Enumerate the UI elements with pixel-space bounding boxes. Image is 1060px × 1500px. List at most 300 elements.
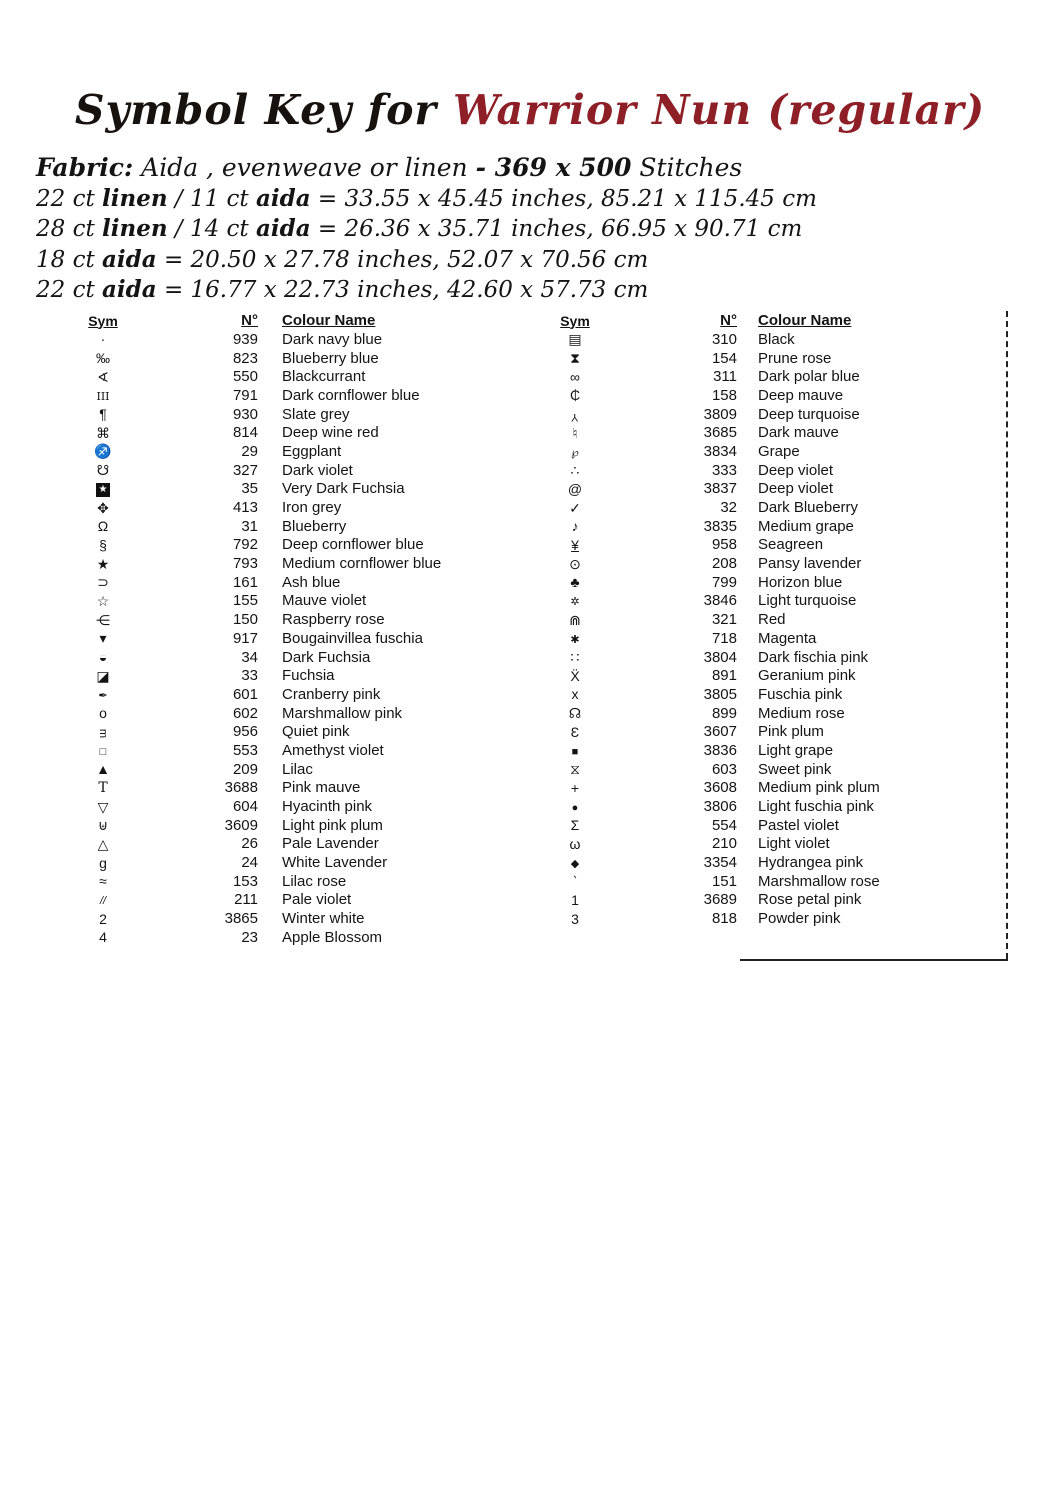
fabric-text: aida	[255, 184, 311, 212]
fabric-text: linen	[102, 215, 168, 243]
fabric-text: - 369 x 500	[475, 153, 632, 182]
table-row	[58, 685, 482, 704]
thread-number-cell: 550	[232, 368, 258, 386]
table-row	[58, 461, 482, 480]
table-row	[530, 461, 1008, 480]
thread-number-cell: 155	[232, 592, 258, 610]
stitch-symbol: ‵	[573, 873, 577, 890]
symbol-cell	[530, 837, 620, 851]
thread-number-cell: 799	[711, 573, 737, 591]
thread-number-cell: 3689	[703, 891, 737, 909]
thread-number-cell: 3685	[703, 424, 737, 442]
symbol-cell	[58, 743, 148, 758]
colour-name-cell: Deep wine red	[282, 424, 379, 442]
stitch-symbol: ●	[571, 802, 579, 815]
symbol-cell	[58, 892, 148, 907]
table-row	[530, 816, 1008, 835]
colour-name-cell: Medium rose	[758, 704, 845, 722]
table-row	[530, 423, 1008, 442]
colour-name-cell: Sweet pink	[758, 760, 832, 778]
header-colour-name: Colour Name	[282, 312, 376, 329]
header-sym: Sym	[560, 312, 590, 329]
table-row	[530, 891, 1008, 910]
thread-number-cell: 603	[711, 760, 737, 778]
thread-number-cell: 891	[711, 667, 737, 685]
fabric-text: = 26.36 x 35.71 inches, 66.95 x 90.71 cm	[310, 216, 803, 243]
symbol-cell	[58, 874, 148, 888]
colour-name-cell: Ash blue	[282, 573, 341, 591]
stitch-symbol: Ẍ	[570, 667, 580, 684]
stitch-symbol: ⋒	[569, 611, 581, 628]
stitch-symbol: ‰	[96, 350, 110, 367]
table-row	[530, 610, 1008, 629]
thread-number-cell: 208	[711, 555, 737, 573]
thread-number-cell: 24	[241, 854, 258, 872]
colour-name-cell: Slate grey	[282, 405, 350, 423]
thread-number-cell: 814	[232, 424, 258, 442]
thread-number-cell: 602	[232, 704, 258, 722]
symbol-cell	[530, 388, 620, 402]
symbol-cell	[58, 501, 148, 515]
thread-number-cell: 327	[232, 461, 258, 479]
table-row	[530, 648, 1008, 667]
symbol-cell	[530, 426, 620, 440]
colour-name-cell: Quiet pink	[282, 723, 350, 741]
table-row	[530, 629, 1008, 648]
table-row	[58, 835, 482, 854]
stitch-symbol: g	[99, 854, 107, 871]
fabric-line	[36, 153, 817, 184]
fabric-text: aida	[102, 245, 157, 273]
table-row	[58, 629, 482, 648]
fabric-text: linen	[102, 184, 168, 212]
colour-name-cell: Deep turquoise	[758, 405, 860, 423]
page-edge-horizontal-line	[740, 959, 1008, 961]
stitch-symbol: Σ	[570, 817, 580, 834]
symbol-cell	[530, 818, 620, 832]
colour-name-cell: Dark Blueberry	[758, 499, 859, 517]
thread-number-cell: 958	[711, 536, 737, 554]
thread-number-cell: 26	[241, 835, 258, 853]
table-row	[58, 610, 482, 629]
thread-number-cell: 3834	[703, 442, 737, 460]
symbol-cell	[530, 725, 620, 739]
fabric-text: aida	[102, 276, 157, 304]
colour-name-cell: Light turquoise	[758, 592, 857, 610]
table-row	[58, 666, 482, 685]
symbol-cell	[530, 687, 620, 701]
colour-name-cell: Dark polar blue	[758, 368, 860, 386]
thread-number-cell: 413	[232, 499, 258, 517]
colour-name-cell: Powder pink	[758, 910, 841, 928]
stitch-symbol: ♮	[572, 424, 578, 441]
stitch-symbol: ✥	[97, 499, 109, 516]
stitch-symbol: o	[99, 705, 107, 722]
table-row	[530, 554, 1008, 573]
table-row	[58, 498, 482, 517]
table-row	[58, 573, 482, 592]
colour-name-cell: Pansy lavender	[758, 555, 862, 573]
symbol-cell	[58, 444, 148, 458]
stitch-symbol: ◆	[570, 858, 580, 871]
thread-number-cell: 35	[241, 480, 258, 498]
symbol-cell	[58, 370, 148, 384]
stitch-symbol: ∞	[570, 368, 580, 385]
table-row	[530, 760, 1008, 779]
fabric-text: aida	[255, 215, 311, 243]
table-header	[530, 311, 1008, 330]
table-row	[58, 330, 482, 349]
stitch-symbol: x	[571, 686, 579, 703]
stitch-symbol: ⧗	[570, 350, 580, 367]
symbol-cell	[58, 930, 148, 944]
thread-number-cell: 211	[234, 891, 258, 909]
thread-number-cell: 792	[232, 536, 258, 554]
table-row	[58, 648, 482, 667]
symbol-cell	[58, 631, 148, 645]
table-row	[530, 872, 1008, 891]
stitch-symbol: ☊	[568, 705, 582, 722]
thread-number-cell: 3805	[703, 685, 737, 703]
stitch-symbol: //	[99, 895, 107, 908]
colour-name-cell: White Lavender	[282, 854, 388, 872]
table-row	[530, 349, 1008, 368]
thread-number-cell: 604	[232, 798, 258, 816]
symbol-cell	[530, 669, 620, 683]
page-title	[0, 86, 1060, 134]
stitch-symbol: ☆	[96, 592, 110, 609]
stitch-symbol: ★	[96, 483, 110, 497]
table-row	[58, 367, 482, 386]
stitch-symbol: □	[99, 745, 107, 758]
symbol-cell	[58, 912, 148, 926]
stitch-symbol: ▽	[97, 798, 109, 815]
colour-name-cell: Geranium pink	[758, 667, 856, 685]
symbol-cell	[530, 557, 620, 571]
stitch-symbol: ♐	[94, 443, 112, 460]
thread-number-cell: 3688	[224, 779, 258, 797]
stitch-symbol: ⊙	[569, 555, 581, 572]
colour-name-cell: Dark mauve	[758, 424, 839, 442]
colour-name-cell: Black	[758, 330, 795, 348]
symbol-cell	[530, 332, 620, 346]
symbol-cell	[530, 743, 620, 758]
colour-name-cell: Winter white	[282, 910, 365, 928]
symbol-cell	[58, 669, 148, 683]
stitch-symbol: ■	[571, 745, 579, 758]
stitch-symbol: ≈	[99, 873, 107, 890]
thread-number-cell: 3354	[703, 854, 737, 872]
stitch-symbol: ω	[569, 835, 581, 852]
stitch-symbol: ₵	[569, 387, 581, 404]
symbol-cell	[530, 463, 620, 477]
stitch-symbol: 3	[571, 910, 579, 927]
colour-name-cell: Dark navy blue	[282, 330, 383, 348]
colour-name-cell: Dark violet	[282, 461, 353, 479]
table-row	[58, 386, 482, 405]
stitch-symbol: Ɛ	[570, 723, 580, 740]
colour-name-cell: Rose petal pink	[758, 891, 862, 909]
table-row	[58, 928, 482, 947]
colour-name-cell: Marshmallow rose	[758, 872, 880, 890]
table-row	[58, 760, 482, 779]
colour-name-cell: Apple Blossom	[282, 928, 383, 946]
table-row	[58, 554, 482, 573]
table-row	[530, 835, 1008, 854]
table-row	[58, 891, 482, 910]
stitch-symbol: ⊃	[97, 574, 109, 591]
thread-number-cell: 150	[232, 611, 258, 629]
fabric-text: = 16.77 x 22.73 inches, 42.60 x 57.73 cm	[156, 277, 649, 304]
symbol-cell	[58, 557, 148, 571]
stitch-symbol: ⧖	[570, 761, 580, 778]
thread-number-cell: 3804	[703, 648, 737, 666]
thread-number-cell: 3809	[703, 405, 737, 423]
symbol-cell	[530, 874, 620, 888]
thread-number-cell: 209	[232, 760, 258, 778]
table-row	[530, 722, 1008, 741]
colour-name-cell: Cranberry pink	[282, 685, 381, 703]
symbol-cell	[530, 370, 620, 384]
fabric-text: 22 ct	[36, 277, 103, 304]
stitch-symbol: ⌘	[96, 424, 110, 441]
thread-number-cell: 321	[711, 611, 737, 629]
table-row	[58, 722, 482, 741]
symbol-cell	[530, 575, 620, 589]
thread-number-cell: 553	[232, 741, 258, 759]
colour-name-cell: Light violet	[758, 835, 830, 853]
thread-number-cell: 823	[232, 349, 258, 367]
stitch-symbol: ∷	[570, 649, 580, 666]
colour-name-cell: Red	[758, 611, 786, 629]
fabric-text: 28 ct	[36, 216, 103, 243]
colour-name-cell: Prune rose	[758, 349, 832, 367]
table-row	[58, 405, 482, 424]
symbol-cell	[530, 593, 620, 608]
table-row	[530, 909, 1008, 928]
table-row	[530, 330, 1008, 349]
fabric-text: / 11 ct	[167, 185, 256, 212]
fabric-line	[36, 184, 817, 215]
stitch-symbol: @	[567, 480, 583, 497]
colour-name-cell: Grape	[758, 442, 800, 460]
symbol-cell	[58, 407, 148, 421]
thread-number-cell: 31	[241, 517, 258, 535]
symbol-cell	[58, 724, 148, 739]
stitch-symbol: ▤	[568, 331, 582, 348]
table-row	[58, 423, 482, 442]
table-row	[530, 779, 1008, 798]
thread-number-cell: 899	[711, 704, 737, 722]
colour-name-cell: Deep violet	[758, 461, 834, 479]
symbol-cell	[530, 631, 620, 646]
symbol-cell	[530, 799, 620, 814]
symbol-cell	[530, 762, 620, 776]
thread-number-cell: 554	[711, 816, 737, 834]
symbol-cell	[530, 781, 620, 795]
table-row	[58, 816, 482, 835]
table-row	[58, 480, 482, 499]
thread-number-cell: 956	[232, 723, 258, 741]
key-table-right	[530, 311, 1008, 928]
fabric-text: = 20.50 x 27.78 inches, 52.07 x 70.56 cm	[156, 246, 649, 273]
stitch-symbol: 4	[99, 929, 107, 946]
stitch-symbol: ✱	[570, 633, 580, 646]
thread-number-cell: 153	[232, 872, 258, 890]
header-number: N°	[720, 312, 737, 329]
thread-number-cell: 210	[711, 835, 737, 853]
colour-name-cell: Pastel violet	[758, 816, 839, 834]
stitch-symbol: ⊎	[97, 817, 109, 834]
table-row	[530, 573, 1008, 592]
table-row	[530, 592, 1008, 611]
table-row	[530, 853, 1008, 872]
colour-name-cell: Very Dark Fuchsia	[282, 480, 405, 498]
fabric-text: / 14 ct	[167, 216, 256, 243]
fabric-text: 22 ct	[36, 185, 103, 212]
colour-name-cell: Medium grape	[758, 517, 854, 535]
table-row	[530, 498, 1008, 517]
colour-name-cell: Light pink plum	[282, 816, 383, 834]
colour-name-cell: Pink mauve	[282, 779, 361, 797]
stitch-symbol: ∢	[97, 368, 109, 385]
thread-number-cell: 23	[241, 928, 258, 946]
fabric-text: Stitches	[631, 153, 743, 182]
stitch-symbol: △	[97, 835, 109, 852]
symbol-cell	[530, 351, 620, 365]
table-row	[58, 853, 482, 872]
symbol-cell	[58, 538, 148, 552]
table-row	[58, 517, 482, 536]
table-row	[530, 442, 1008, 461]
stitch-symbol: T	[98, 780, 108, 797]
symbol-cell	[58, 594, 148, 608]
thread-number-cell: 917	[232, 629, 258, 647]
thread-number-cell: 939	[232, 330, 258, 348]
table-row	[58, 592, 482, 611]
symbol-cell	[58, 351, 148, 365]
stitch-symbol: ¶	[99, 406, 107, 423]
thread-number-cell: 3837	[703, 480, 737, 498]
fabric-line	[36, 214, 817, 245]
colour-name-cell: Fuschia pink	[758, 685, 843, 703]
colour-name-cell: Deep mauve	[758, 386, 844, 404]
colour-name-cell: Iron grey	[282, 499, 342, 517]
symbol-cell	[530, 538, 620, 552]
thread-number-cell: 3846	[703, 592, 737, 610]
symbol-cell	[58, 480, 148, 497]
colour-name-cell: Blueberry	[282, 517, 347, 535]
table-row	[530, 405, 1008, 424]
stitch-symbol: 2	[99, 910, 107, 927]
symbol-cell	[530, 613, 620, 627]
colour-name-cell: Magenta	[758, 629, 817, 647]
colour-name-cell: Horizon blue	[758, 573, 843, 591]
symbol-cell	[58, 426, 148, 440]
thread-number-cell: 311	[713, 368, 737, 386]
table-row	[530, 480, 1008, 499]
colour-name-cell: Pink plum	[758, 723, 824, 741]
colour-name-cell: Raspberry rose	[282, 611, 385, 629]
thread-number-cell: 33	[241, 667, 258, 685]
table-row	[530, 741, 1008, 760]
thread-number-cell: 3608	[703, 779, 737, 797]
symbol-cell	[530, 893, 620, 907]
colour-name-cell: Fuchsia	[282, 667, 335, 685]
header-sym: Sym	[88, 312, 118, 329]
stitch-symbol: Y	[571, 410, 579, 423]
colour-name-cell: Deep cornflower blue	[282, 536, 424, 554]
fabric-line	[36, 275, 817, 306]
stitch-symbol: 1	[571, 891, 579, 908]
colour-name-cell: Dark Fuchsia	[282, 648, 371, 666]
thread-number-cell: 151	[711, 872, 737, 890]
symbol-cell	[58, 818, 148, 832]
title-pattern-name: Warrior Nun (regular)	[453, 86, 986, 134]
colour-name-cell: Deep violet	[758, 480, 834, 498]
table-row	[58, 872, 482, 891]
stitch-symbol: ♪	[571, 518, 579, 535]
page-edge-vertical-line	[1006, 311, 1008, 959]
thread-number-cell: 34	[241, 648, 258, 666]
symbol-cell	[58, 800, 148, 814]
header-number: N°	[241, 312, 258, 329]
colour-name-cell: Dark cornflower blue	[282, 386, 420, 404]
symbol-cell	[58, 856, 148, 870]
symbol-cell	[58, 687, 148, 702]
thread-number-cell: 333	[711, 461, 737, 479]
table-row	[530, 367, 1008, 386]
stitch-symbol: ★	[96, 555, 110, 572]
table-row	[58, 442, 482, 461]
thread-number-cell: 3607	[703, 723, 737, 741]
stitch-symbol: m	[97, 729, 110, 739]
symbol-cell	[58, 332, 148, 346]
colour-name-cell: Lilac rose	[282, 872, 347, 890]
thread-number-cell: 29	[241, 442, 258, 460]
symbol-cell	[530, 650, 620, 664]
fabric-text: Aida , evenweave or linen	[133, 153, 476, 182]
table-header	[58, 311, 482, 330]
fabric-text: Fabric:	[36, 153, 134, 182]
stitch-symbol: ◒	[98, 649, 108, 666]
symbol-cell	[530, 855, 620, 870]
symbol-cell	[530, 912, 620, 926]
table-row	[530, 386, 1008, 405]
thread-number-cell: 718	[711, 629, 737, 647]
stitch-symbol: ▲	[96, 761, 110, 778]
thread-number-cell: 793	[232, 555, 258, 573]
table-row	[58, 536, 482, 555]
symbol-cell	[58, 706, 148, 720]
colour-name-cell: Eggplant	[282, 442, 342, 460]
colour-name-cell: Mauve violet	[282, 592, 367, 610]
symbol-cell	[530, 519, 620, 533]
symbol-cell	[58, 762, 148, 776]
thread-number-cell: 3806	[703, 798, 737, 816]
thread-number-cell: 32	[720, 499, 737, 517]
thread-number-cell: 3835	[703, 517, 737, 535]
symbol-cell	[58, 463, 148, 477]
key-table-left	[58, 311, 482, 947]
stitch-symbol: ∴	[570, 462, 580, 479]
fabric-line	[36, 245, 817, 276]
colour-name-cell: Lilac	[282, 760, 313, 778]
thread-number-cell: 154	[711, 349, 737, 367]
thread-number-cell: 158	[711, 386, 737, 404]
colour-name-cell: Dark fischia pink	[758, 648, 869, 666]
table-row	[58, 909, 482, 928]
